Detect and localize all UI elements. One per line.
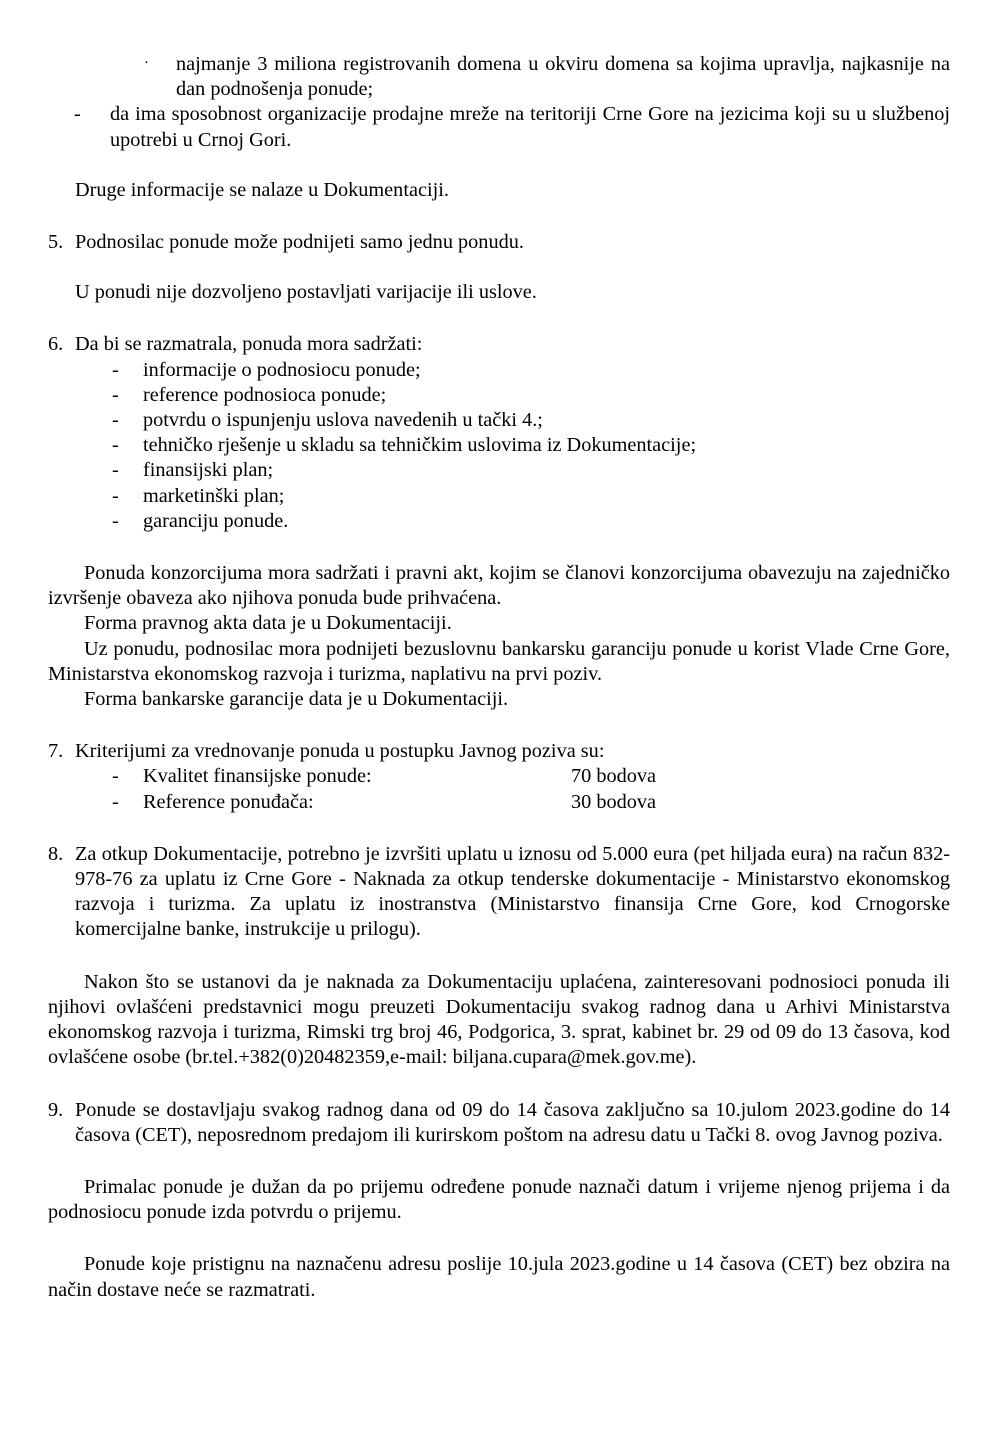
item-number: 6. <box>48 333 64 356</box>
dash-bullet-icon: - <box>112 790 119 813</box>
criteria-label: Kvalitet finansijske ponude: <box>143 765 372 788</box>
list-item-text: najmanje 3 miliona registrovanih domena u okviru domena sa kojima upravlja, najkasnije na dan podnošenja ponude; <box>176 53 950 101</box>
dash-bullet-icon: - <box>74 103 81 126</box>
consortium-paragraph-2: Forma pravnog akta data je u Dokumentaciji. <box>84 612 452 635</box>
list-item-text: finansijski plan; <box>143 459 274 482</box>
list-item-text: tehničko rješenje u skladu sa tehničkim uslovima iz Dokumentacije; <box>143 434 697 457</box>
list-item <box>48 52 950 102</box>
guarantee-form-paragraph: Forma bankarske garancije data je u Dokumentaciji. <box>84 688 509 711</box>
criteria-dash-list <box>48 102 950 152</box>
item-number: 5. <box>48 231 64 254</box>
item-number: 8. <box>48 842 64 865</box>
dash-bullet-icon: - <box>112 459 119 482</box>
list-item <box>48 458 950 483</box>
list-item-text: informacije o podnosiocu ponude; <box>143 358 421 381</box>
section-item-5 <box>48 230 950 255</box>
item-number: 9. <box>48 1098 64 1121</box>
section-item-9 <box>48 1098 950 1148</box>
criteria-dot-list <box>48 52 950 102</box>
list-item-text: potvrdu o ispunjenju uslova navedenih u tački 4.; <box>143 409 543 432</box>
criteria-label: Reference ponuđača: <box>143 790 314 813</box>
list-item <box>48 383 950 408</box>
dot-bullet-icon: · <box>144 55 149 71</box>
item-text: Podnosilac ponude može podnijeti samo jednu ponudu. <box>75 231 524 254</box>
late-offers-paragraph: Ponude koje pristignu na naznačenu adresu poslije 10.jula 2023.godine u 14 časova (CET) bez obzira na način dostave neće se razmatrati. <box>48 1253 950 1301</box>
section-item-6 <box>48 332 950 357</box>
list-item <box>48 408 950 433</box>
dash-bullet-icon: - <box>112 383 119 406</box>
document-body <box>48 52 950 1303</box>
item-5-subparagraph: U ponudi nije dozvoljeno postavljati varijacije ili uslove. <box>75 281 537 304</box>
dash-bullet-icon: - <box>112 409 119 432</box>
criteria-points: 70 bodova <box>571 765 657 788</box>
list-item-text: marketinški plan; <box>143 484 285 507</box>
criteria-points: 30 bodova <box>571 790 657 813</box>
consortium-paragraph-1: Ponuda konzorcijuma mora sadržati i pravni akt, kojim se članovi konzorcijuma obavezuju na zajedničko izvršenje obaveza ako njihova ponuda bude prihvaćena. <box>48 562 950 610</box>
item-number: 7. <box>48 740 64 763</box>
list-item <box>48 102 950 152</box>
item-text: Kriterijumi za vrednovanje ponuda u postupku Javnog poziva su: <box>75 740 605 763</box>
list-item-text: da ima sposobnost organizacije prodajne mreže na teritoriji Crne Gore na jezicima koji su u službenoj upotrebi u Crnoj Gori. <box>110 103 950 151</box>
item-text: Ponude se dostavljaju svakog radnog dana od 09 do 14 časova zaključno sa 10.julom 2023.godine do 14 časova (CET), neposrednom predajom ili kurirskom poštom na adresu datu u Tački 8. ovog Javnog poziva. <box>75 1098 950 1146</box>
other-information-paragraph: Druge informacije se nalaze u Dokumentaciji. <box>75 178 449 201</box>
section-item-7 <box>48 739 950 764</box>
dash-bullet-icon: - <box>112 434 119 457</box>
dash-bullet-icon: - <box>112 484 119 507</box>
receipt-confirmation-paragraph: Primalac ponude je dužan da po prijemu određene ponude naznači datum i vrijeme njenog prijema i da podnosiocu ponude izda potvrdu o prijemu. <box>48 1175 950 1224</box>
dash-bullet-icon: - <box>112 509 119 532</box>
list-item <box>48 484 950 509</box>
item-text: Za otkup Dokumentacije, potrebno je izvršiti uplatu u iznosu od 5.000 eura (pet hiljada eura) na račun 832-978-76 za uplatu iz Crne Gore - Naknada za otkup tenderske dokumentacije - Ministarstvo ekonomskog razvoja i turizma. Za uplatu iz inostranstva (Ministarstvo finansija Crne Gore, kod Crnogorske komercijalne banke, instrukcije u prilogu). <box>75 842 950 941</box>
section-item-8 <box>48 842 950 943</box>
list-item <box>48 433 950 458</box>
list-item <box>48 358 950 383</box>
item-6-requirements-list <box>48 358 950 534</box>
list-item-text: garanciju ponude. <box>143 509 289 532</box>
dash-bullet-icon: - <box>112 765 119 788</box>
list-item-text: reference podnosioca ponude; <box>143 383 387 406</box>
criteria-row-quality <box>48 764 950 789</box>
criteria-row-references <box>48 790 950 815</box>
documentation-pickup-paragraph: Nakon što se ustanovi da je naknada za Dokumentaciju uplaćena, zainteresovani podnosioci ponuda ili njihovi ovlašćeni predstavnici mogu preuzeti Dokumentaciju svakog radnog dana u Arhivi Ministarstva ekonomskog razvoja i turizma, Rimski trg broj 46, Podgorica, 3. sprat, kabinet br. 29 od 09 do 13 časova, kod ovlašćene osobe (br.tel.+382(0)20482359,e-mail: biljana.cupara@mek.gov.me). <box>48 970 950 1069</box>
bank-guarantee-paragraph: Uz ponudu, podnosilac mora podnijeti bezuslovnu bankarsku garanciju ponude u korist Vlade Crne Gore, Ministarstva ekonomskog razvoja i turizma, naplativu na prvi poziv. <box>48 637 950 685</box>
dash-bullet-icon: - <box>112 358 119 381</box>
item-text: Da bi se razmatrala, ponuda mora sadržati: <box>75 333 423 356</box>
list-item <box>48 509 950 534</box>
